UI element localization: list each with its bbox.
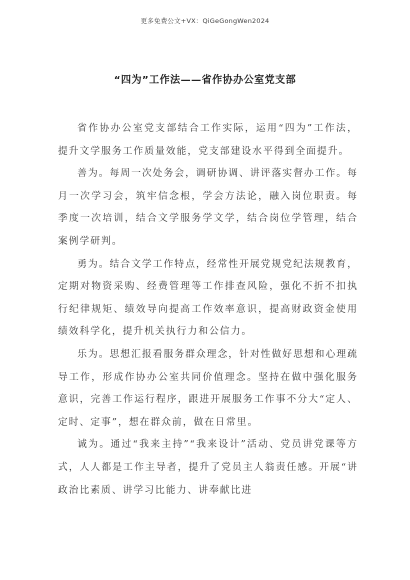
- paragraph-intro: 省作协办公室党支部结合工作实际，运用“四为”工作法，提升文学服务工作质量效能，党支部建设水平得到全面提升。: [58, 123, 358, 157]
- document-body: [58, 118, 358, 502]
- paragraph-chengwei: 诚为。通过“我来主持”“我来设计”活动、党员讲党课等方式，人人都是工作主导者，提升了党员主人翁责任感。开展“讲政治比素质、讲学习比能力、讲奉献比进: [58, 439, 358, 496]
- paragraph-lewei: 乐为。思想汇报看服务群众理念，针对性做好思想和心理疏导工作，形成作协办公室共同价值理念。坚持在做中强化服务意识，完善工作运行程序，跟进开展服务工作事不分大“定人、定时、定事”，想在群众前，做在日常里。: [58, 348, 358, 428]
- header-note: 更多免费公文+VX：QiGeGongWen2024: [140, 17, 270, 25]
- paragraph-yongwei: 勇为。结合文学工作特点，经常性开展党规党纪法规教育，定期对物资采购、经费管理等工作排查风险，强化不折不扣执行纪律规矩、绩效导向提高工作效率意识，提高财政资金使用绩效科学化，提升机关执行力和公信力。: [58, 258, 358, 338]
- document-title: “四为”工作法——省作协办公室党支部: [113, 75, 297, 86]
- paragraph-shanwei: 善为。每周一次处务会，调研协调、讲评落实督办工作。每月一次学习会，筑牢信念根，学会方法论，融入岗位职责。每季度一次培训，结合文学服务学文学，结合岗位学管理，结合案例学研判。: [58, 168, 358, 247]
